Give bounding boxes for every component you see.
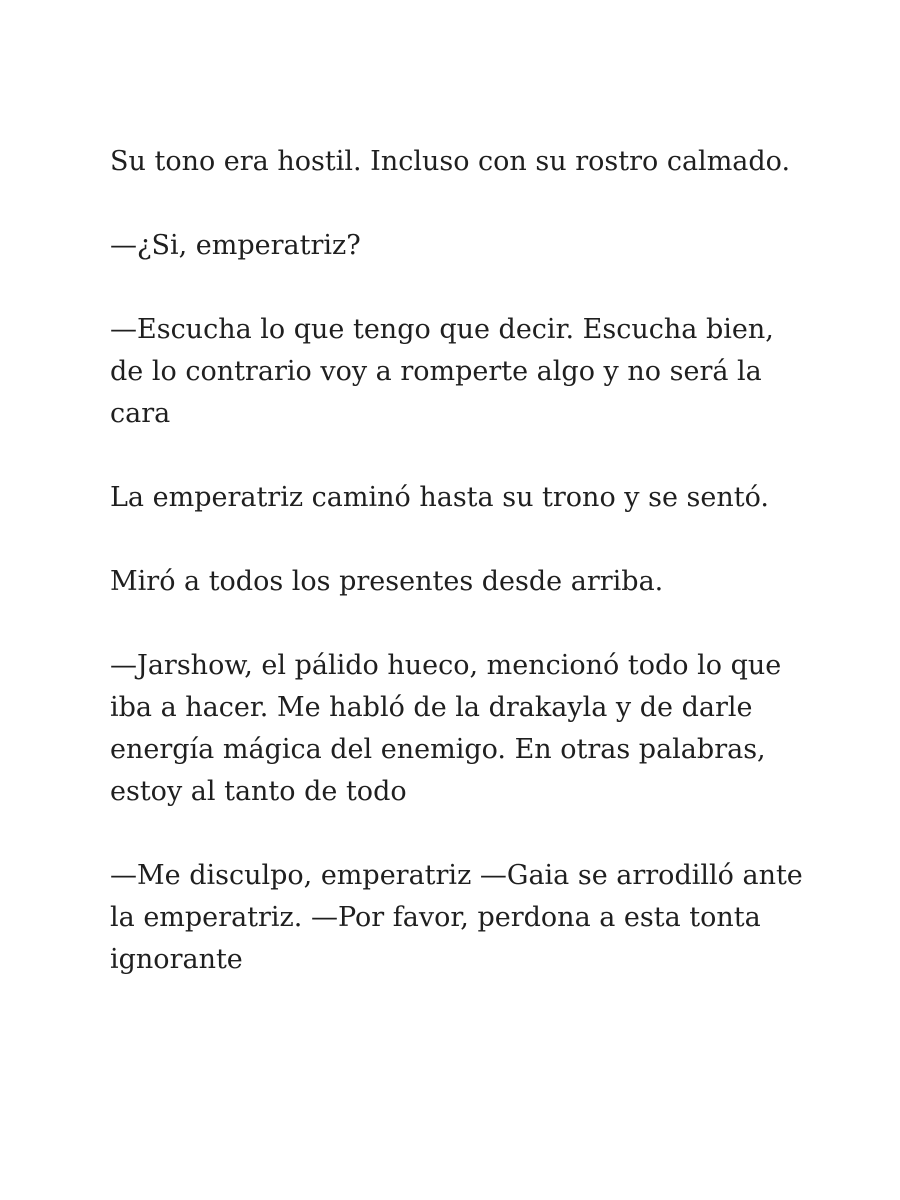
paragraph: —Escucha lo que tengo que decir. Escucha bien, de lo contrario voy a romperte algo y no será la cara bbox=[110, 314, 774, 429]
paragraph: —Me disculpo, emperatriz —Gaia se arrodilló ante la emperatriz. —Por favor, perdona a esta tonta ignorante bbox=[110, 860, 803, 975]
page-text bbox=[110, 141, 810, 981]
paragraph: Miró a todos los presentes desde arriba. bbox=[110, 566, 664, 597]
paragraph: —¿Si, emperatriz? bbox=[110, 230, 361, 261]
paragraph: —Jarshow, el pálido hueco, mencionó todo lo que iba a hacer. Me habló de la drakayla y de darle energía mágica del enemigo. En otras palabras, estoy al tanto de todo bbox=[110, 650, 782, 807]
paragraph: Su tono era hostil. Incluso con su rostro calmado. bbox=[110, 146, 791, 177]
paragraph: La emperatriz caminó hasta su trono y se sentó. bbox=[110, 482, 769, 513]
